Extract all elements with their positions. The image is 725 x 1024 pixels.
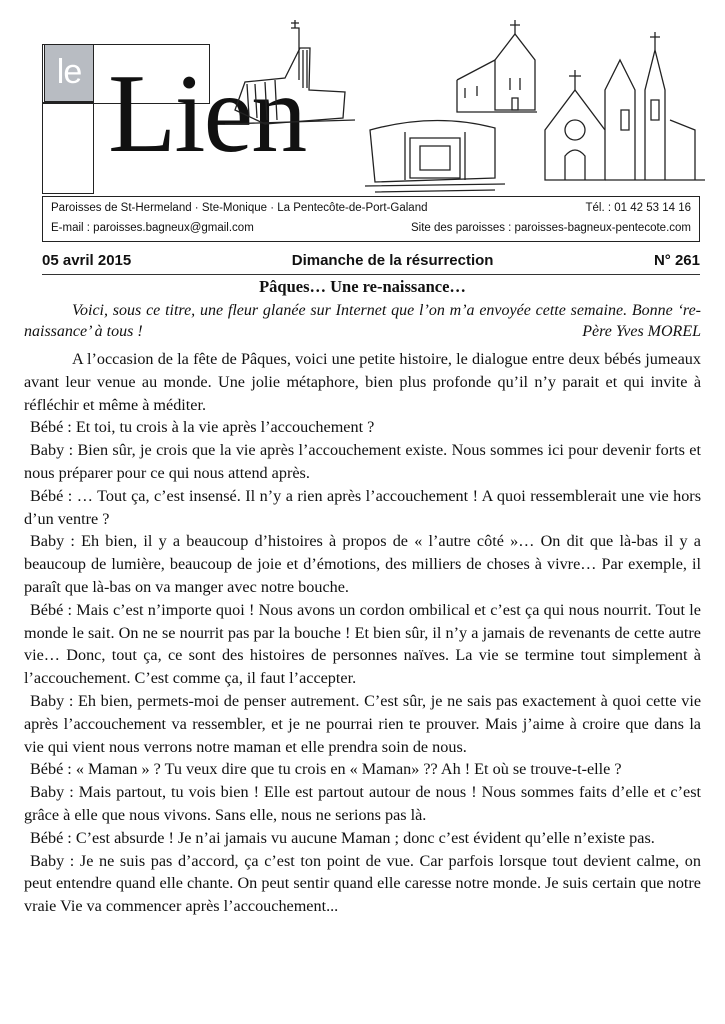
intro-text: Voici, sous ce titre, une fleur glanée sur Internet que l’on m’a envoyée cette semaine. Bonne ‘re-naissance’ à tous ! bbox=[24, 302, 701, 340]
dialogue-line: Bébé : « Maman » ? Tu veux dire que tu crois en « Maman» ?? Ah ! Et où se trouve-t-elle ? bbox=[30, 760, 622, 779]
paragraph: A l’occasion de la fête de Pâques, voici une petite histoire, le dialogue entre deux bébés jumeaux avant leur venue au monde. Une jolie métaphore, bien plus profonde qu’il n’y parait et qui invite à réfléchir et même à méditer. bbox=[24, 350, 701, 414]
article-title: Pâques… Une re-naissance… bbox=[259, 277, 466, 296]
dialogue-line: Bébé : … Tout ça, c’est insensé. Il n’y a rien après l’accouchement ! A quoi ressemblerait une vie hors d’un ventre ? bbox=[24, 486, 701, 528]
issue-number: N° 261 bbox=[653, 252, 700, 269]
article-body bbox=[24, 348, 701, 918]
email-address: E-mail : paroisses.bagneux@gmail.com bbox=[51, 222, 254, 234]
gothic-church-icon bbox=[545, 32, 705, 180]
dialogue-line: Bébé : Mais c’est n’importe quoi ! Nous avons un cordon ombilical et c’est ça qui nous nourrit. Tout le monde le sait. On ne se nourrit pas par la bouche ! Et bien sûr, il n’y a jamais de revenants de cette autre vie… Donc, tout ça, ce sont des histoires de personnes naïves. La vie se termine tout simplement à l’accouchement. C’est comme ça, il faut l’accepter. bbox=[24, 600, 701, 688]
phone-number: Tél. : 01 42 53 14 16 bbox=[585, 202, 691, 214]
parishes-list: Paroisses de St-Hermeland · Ste-Monique · La Pentecôte-de-Port-Galand bbox=[51, 202, 428, 214]
modern-church-icon bbox=[225, 20, 355, 124]
dialogue-line: Baby : Eh bien, il y a beaucoup d’histoires à propos de « l’autre côté »… On dit que là-bas il y a beaucoup de lumière, beaucoup de joie et d’émotions, des milliers de choses à vivre… Par exemple, il paraît que là-bas on va manger avec notre bouche. bbox=[24, 532, 701, 596]
issue-date: 05 avril 2015 bbox=[42, 252, 132, 269]
small-church-icon bbox=[457, 20, 537, 112]
dialogue-line: Bébé : Et toi, tu crois à la vie après l’accouchement ? bbox=[30, 418, 375, 437]
intro-author: Père Yves MOREL bbox=[582, 323, 701, 340]
dialogue-line: Baby : Eh bien, permets-moi de penser autrement. C’est sûr, je ne sais pas exactement à quoi cette vie après l’accouchement va ressembler, et je ne pourrai rien te prouver. Mais j’aime à croire que dans la vie qui vient nous verrons notre maman et elle prendra soin de nous. bbox=[24, 691, 701, 756]
logo-le: le bbox=[44, 44, 94, 102]
issue-occasion: Dimanche de la résurrection bbox=[291, 252, 494, 269]
article-intro bbox=[24, 300, 701, 342]
pentecote-church-icon bbox=[365, 120, 505, 192]
churches-illustration bbox=[225, 20, 725, 200]
dialogue-line: Bébé : C’est absurde ! Je n’ai jamais vu aucune Maman ; donc c’est évident qu’elle n’existe pas. bbox=[30, 828, 655, 847]
logo-lien: Lien bbox=[108, 52, 306, 176]
contact-info-box bbox=[42, 196, 700, 242]
dialogue-line: Baby : Mais partout, tu vois bien ! Elle est partout autour de nous ! Nous sommes faits d’elle et c’est grâce à elle que nous vivons. Sans elle, nous ne serions pas là. bbox=[24, 783, 701, 824]
header-divider bbox=[42, 274, 700, 275]
masthead bbox=[0, 0, 725, 250]
dialogue-line: Baby : Bien sûr, je crois que la vie après l’accouchement existe. Nous sommes ici pour devenir forts et nous préparer pour ce qui nous attend après. bbox=[24, 441, 701, 482]
issue-dateline bbox=[42, 252, 700, 269]
dialogue-line: Baby : Je ne suis pas d’accord, ça c’est ton point de vue. Car parfois lorsque tout devient calme, on peut entendre quand elle chante. On peut sentir quand elle caresse notre monde. Je suis certain que notre vraie Vie va commencer après l’accouchement... bbox=[24, 851, 701, 916]
website-address: Site des paroisses : paroisses-bagneux-pentecote.com bbox=[411, 222, 691, 234]
